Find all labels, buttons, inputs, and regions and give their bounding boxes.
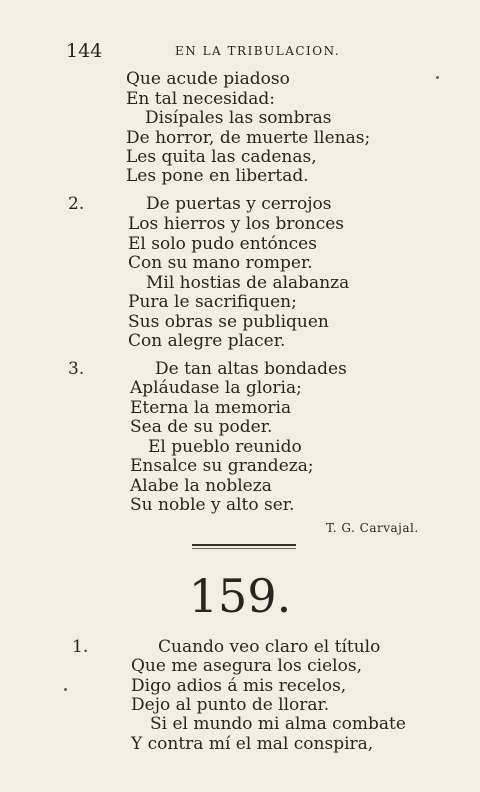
verse-line: Sus obras se publiquen [128,312,329,332]
verse-line: El pueblo reunido [148,437,302,457]
verse-line: Eterna la memoria [130,398,292,418]
verse-line: Dejo al punto de llorar. [131,695,330,715]
author-attribution: T. G. Carvajal. [326,521,419,535]
verse-line: Digo adios á mis recelos, [131,676,347,696]
verse-line: Les pone en libertad. [126,166,309,186]
verse-line: Si el mundo mi alma combate [150,714,406,734]
hymn-number: 159. [188,569,292,623]
verse-line: Ensalce su grandeza; [130,456,314,476]
verse-line: De puertas y cerrojos [146,194,332,214]
section-divider-thin [192,548,296,549]
verse-line: Les quita las cadenas, [126,147,317,167]
verse-line: Alabe la nobleza [130,476,272,496]
stanza-number: 3. [68,359,85,379]
verse-line: Mil hostias de alabanza [146,273,350,293]
stanza-number: 1. [72,637,89,657]
page-number: 144 [66,40,103,62]
verse-line: De tan altas bondades [155,359,347,379]
verse-line: Que acude piadoso [126,69,290,89]
verse-line: Y contra mí el mal conspira, [131,734,374,754]
verse-line: Su noble y alto ser. [130,495,295,515]
verse-line: Disípales las sombras [145,108,332,128]
paper-speck [64,688,67,691]
page-header [0,40,480,62]
verse-line: Cuando veo claro el título [158,637,381,657]
verse-line: Con su mano romper. [128,253,313,273]
verse-line: Los hierros y los bronces [128,214,345,234]
verse-line: De horror, de muerte llenas; [126,128,371,148]
verse-line: El solo pudo entónces [128,234,317,254]
running-head: EN LA TRIBULACION. [175,44,341,58]
stanza-number: 2. [68,194,85,214]
verse-line: Que me asegura los cielos, [131,656,362,676]
section-divider [192,544,296,546]
verse-line: Sea de su poder. [130,417,273,437]
verse-line: En tal necesidad: [126,89,275,109]
verse-line: Con alegre placer. [128,331,286,351]
verse-line: Pura le sacrifiquen; [128,292,297,312]
paper-speck [436,76,439,79]
verse-line: Apláudase la gloria; [130,378,302,398]
